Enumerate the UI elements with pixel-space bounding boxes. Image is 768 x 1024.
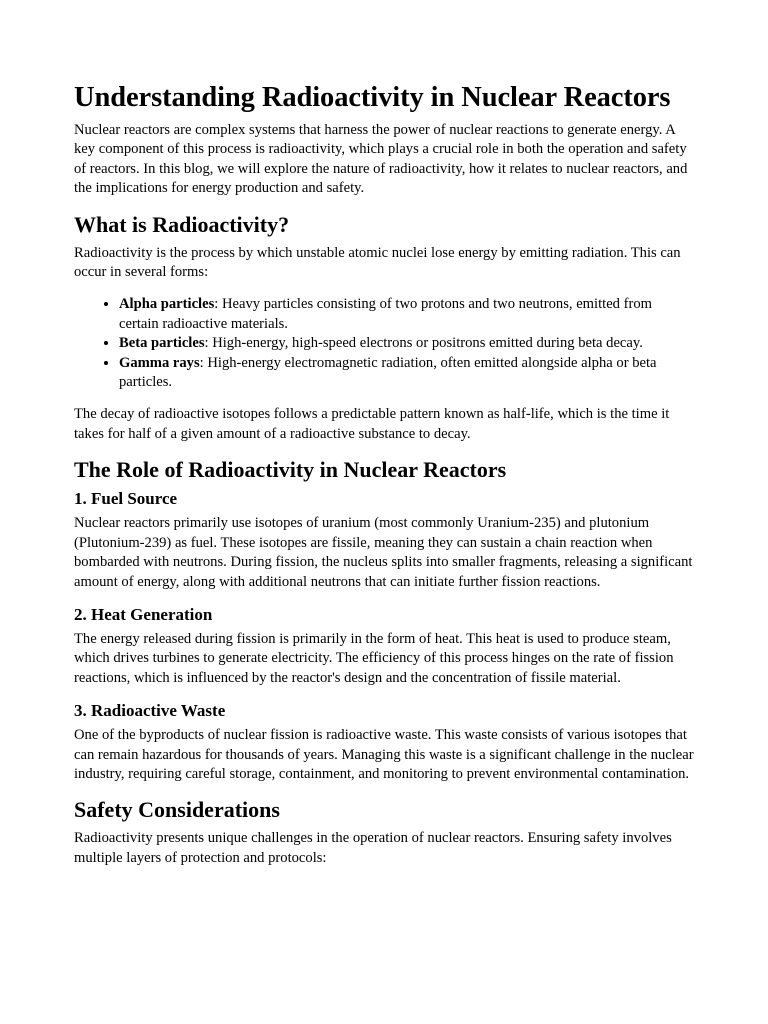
heat-generation-paragraph: The energy released during fission is primarily in the form of heat. This heat is used to produce steam, which drives turbines to generate electricity. The efficiency of this process hinges on the rate of fission reactions, which is influenced by the reactor's design and the concentration of fissile material. xyxy=(74,630,674,686)
list-item-text: : High-energy electromagnetic radiation, often emitted alongside alpha or beta particles. xyxy=(119,354,657,391)
subsection-heading-radioactive-waste: 3. Radioactive Waste xyxy=(74,701,226,721)
section-heading-radioactivity: What is Radioactivity? xyxy=(74,211,290,237)
list-item xyxy=(119,295,694,334)
half-life-paragraph: The decay of radioactive isotopes follows a predictable pattern known as half-life, which is the time it takes for half of a given amount of a radioactive substance to decay. xyxy=(74,406,670,442)
section-heading-role: The Role of Radioactivity in Nuclear Reactors xyxy=(74,457,507,483)
document-title: Understanding Radioactivity in Nuclear Reactors xyxy=(74,82,671,113)
radioactive-waste-paragraph: One of the byproducts of nuclear fission is radioactive waste. This waste consists of various isotopes that can remain hazardous for thousands of years. Managing this waste is a significant challenge in the nuclear industry, requiring careful storage, containment, and monitoring to prevent environmental contamination. xyxy=(74,727,694,782)
list-item-term: Alpha particles xyxy=(119,296,215,313)
radiation-types-list xyxy=(74,295,694,392)
subsection-heading-heat-generation: 2. Heat Generation xyxy=(74,604,213,624)
section-heading-safety: Safety Considerations xyxy=(74,797,280,823)
list-item xyxy=(119,334,694,353)
safety-paragraph: Radioactivity presents unique challenges in the operation of nuclear reactors. Ensuring safety involves multiple layers of protection and protocols: xyxy=(74,830,672,866)
intro-paragraph: Nuclear reactors are complex systems that harness the power of nuclear reactions to generate energy. A key component of this process is radioactivity, which plays a crucial role in both the operation and safety of reactors. In this blog, we will explore the nature of radioactivity, how it relates to nuclear reactors, and the implications for energy production and safety. xyxy=(74,122,688,197)
list-item-term: Beta particles xyxy=(119,335,205,352)
list-item-term: Gamma rays xyxy=(119,354,200,371)
subsection-heading-fuel-source: 1. Fuel Source xyxy=(74,489,178,509)
list-item-text: : Heavy particles consisting of two protons and two neutrons, emitted from certain radioactive materials. xyxy=(119,296,652,332)
radioactivity-paragraph: Radioactivity is the process by which unstable atomic nuclei lose energy by emitting radiation. This can occur in several forms: xyxy=(74,244,681,281)
fuel-source-paragraph: Nuclear reactors primarily use isotopes of uranium (most commonly Uranium-235) and plutonium (Plutonium-239) as fuel. These isotopes are fissile, meaning they can sustain a chain reaction when bombarded with neutrons. During fission, the nucleus splits into smaller fragments, releasing a significant amount of energy, along with additional neutrons that can initiate further fission reactions. xyxy=(74,515,693,590)
list-item xyxy=(119,354,694,393)
list-item-text: : High-energy, high-speed electrons or positrons emitted during beta decay. xyxy=(204,335,643,352)
